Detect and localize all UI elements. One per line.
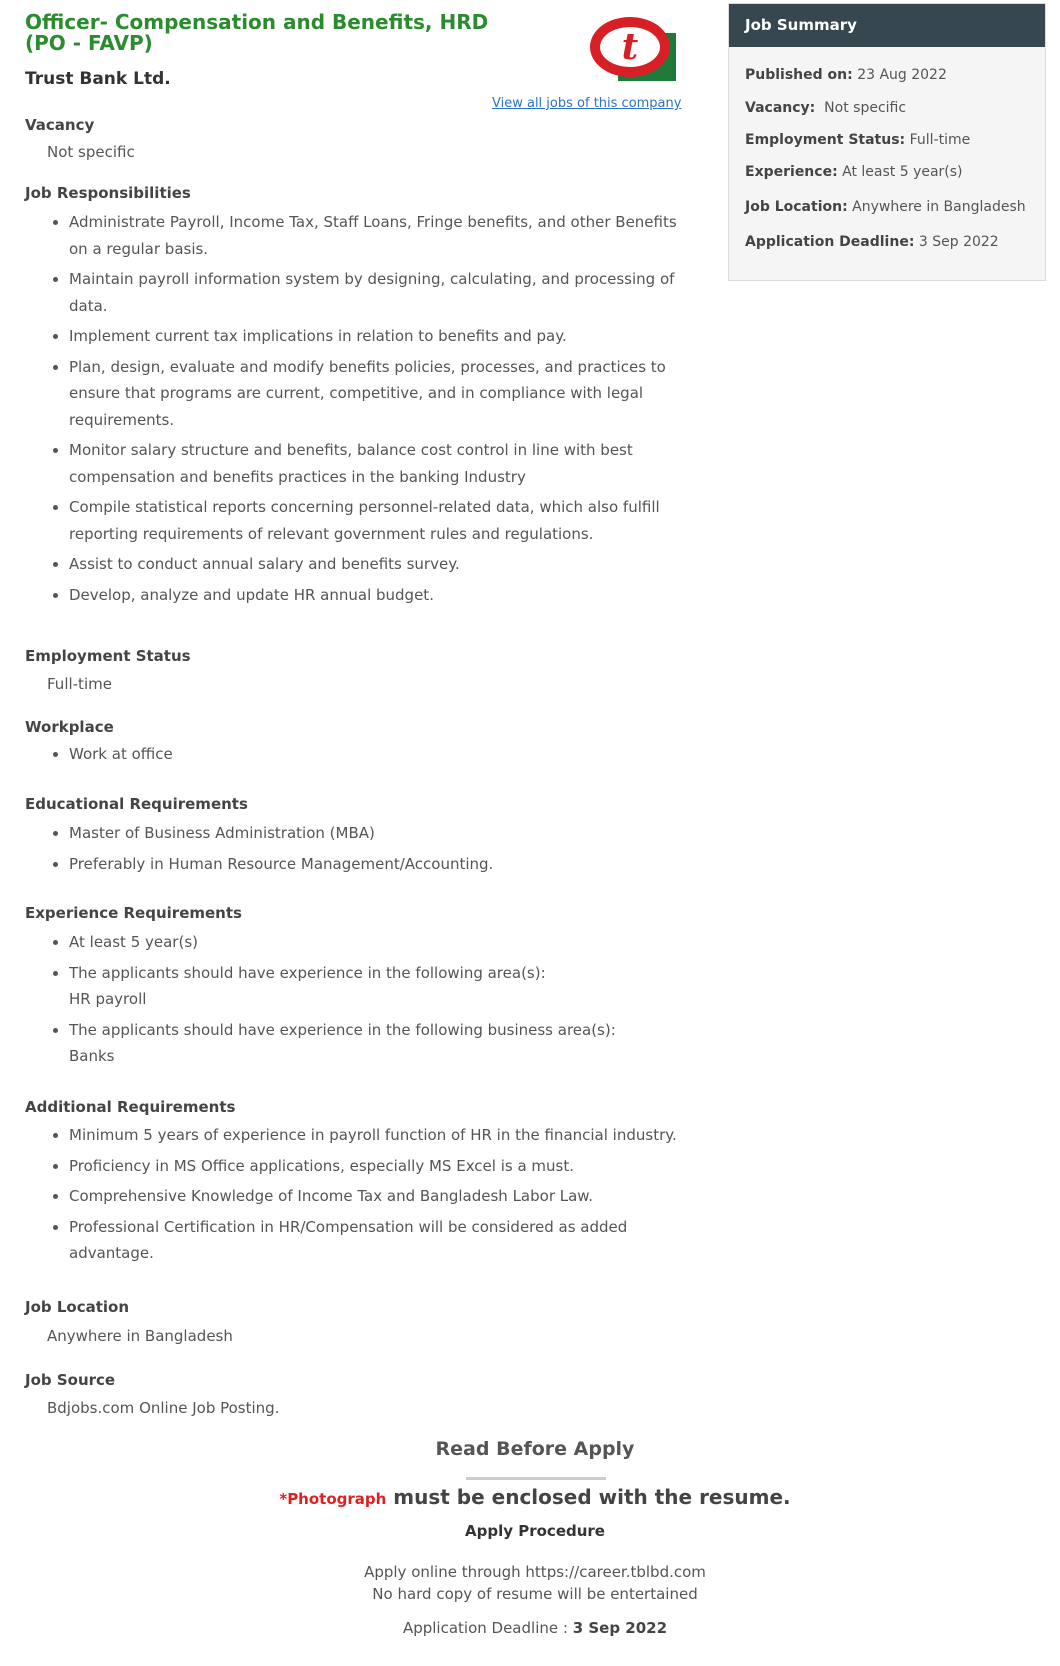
list-item: • Assist to conduct annual salary and benefits survey.	[69, 551, 681, 578]
additional-list	[47, 1122, 681, 1271]
vacancy-value: Not specific	[47, 143, 135, 161]
job-summary-panel	[728, 3, 1046, 281]
education-list	[47, 820, 681, 881]
list-item: • Administrate Payroll, Income Tax, Staff Loans, Fringe benefits, and other Benefits on a regular basis.	[69, 209, 681, 262]
apply-line: Apply online through https://career.tblbd.com	[364, 1563, 706, 1581]
section-title-additional: Additional Requirements	[25, 1098, 236, 1116]
view-all-jobs-link[interactable]: View all jobs of this company	[492, 96, 682, 111]
job-title: Officer- Compensation and Benefits, HRD (PO - FAVP)	[25, 10, 489, 55]
list-item: • Proficiency in MS Office applications, especially MS Excel is a must.	[69, 1153, 681, 1180]
section-title-workplace: Workplace	[25, 718, 114, 736]
experience-list	[47, 929, 681, 1074]
list-item: • Preferably in Human Resource Management/Accounting.	[69, 851, 681, 878]
read-before-apply-title: Read Before Apply	[435, 1438, 635, 1460]
list-item	[69, 1017, 681, 1070]
experience-area: Banks	[69, 1047, 115, 1065]
deadline-label: Application Deadline :	[402, 1619, 573, 1637]
summary-value: Full-time	[909, 132, 971, 148]
list-item: • Master of Business Administration (MBA)	[69, 820, 681, 847]
employment-status-value: Full-time	[47, 675, 112, 693]
list-item: • Comprehensive Knowledge of Income Tax and Bangladesh Labor Law.	[69, 1183, 681, 1210]
experience-line: At least 5 year(s)	[69, 933, 198, 951]
trust-bank-logo-icon	[588, 13, 678, 81]
section-title-vacancy: Vacancy	[25, 116, 95, 134]
summary-vacancy	[745, 100, 906, 116]
company-name: Trust Bank Ltd.	[25, 69, 171, 89]
summary-deadline	[745, 234, 999, 250]
list-item: • Compile statistical reports concerning personnel-related data, which also fulfill reporting requirements of relevant government rules and regulations.	[69, 494, 681, 547]
section-title-education: Educational Requirements	[25, 795, 248, 813]
summary-value: 23 Aug 2022	[857, 67, 947, 83]
responsibilities-list	[47, 209, 681, 612]
section-title-experience: Experience Requirements	[25, 904, 242, 922]
section-title-responsibilities: Job Responsibilities	[25, 184, 191, 202]
summary-label: Application Deadline:	[745, 234, 915, 250]
summary-label: Experience:	[745, 164, 838, 180]
list-item: • Implement current tax implications in relation to benefits and pay.	[69, 323, 681, 350]
summary-label: Employment Status:	[745, 132, 906, 148]
divider	[466, 1477, 606, 1480]
list-item: • Develop, analyze and update HR annual budget.	[69, 582, 681, 609]
photograph-required-label: *Photograph	[279, 1490, 387, 1508]
summary-published	[745, 67, 947, 83]
list-item: • Plan, design, evaluate and modify benefits policies, processes, and practices to ensure that programs are current, competitive, and in compliance with legal requirements.	[69, 354, 681, 434]
apply-procedure-title: Apply Procedure	[465, 1522, 605, 1540]
summary-employment-status	[745, 132, 970, 148]
summary-experience	[745, 164, 963, 180]
list-item	[69, 960, 681, 1013]
summary-value: Not specific	[824, 100, 907, 116]
list-item: • Monitor salary structure and benefits, balance cost control in line with best compensation and benefits practices in the banking Industry	[69, 437, 681, 490]
experience-line: The applicants should have experience in the following area(s):	[69, 963, 546, 982]
list-item: • Professional Certification in HR/Compensation will be considered as added advantage.	[69, 1214, 681, 1267]
apply-line: No hard copy of resume will be entertained	[372, 1585, 698, 1603]
application-deadline	[25, 1619, 1045, 1637]
list-item: • Work at office	[69, 741, 681, 768]
list-item: • Minimum 5 years of experience in payroll function of HR in the financial industry.	[69, 1122, 681, 1149]
section-title-job-location: Job Location	[25, 1298, 130, 1316]
summary-value: Anywhere in Bangladesh	[852, 199, 1026, 215]
summary-label: Job Location:	[745, 199, 848, 215]
experience-line: The applicants should have experience in the following business area(s):	[69, 1020, 616, 1039]
summary-label: Published on:	[745, 67, 853, 83]
job-source-value: Bdjobs.com Online Job Posting.	[47, 1399, 280, 1417]
summary-value: 3 Sep 2022	[918, 234, 999, 250]
summary-value: At least 5 year(s)	[842, 164, 963, 180]
photograph-notice	[25, 1485, 1045, 1509]
list-item: • Maintain payroll information system by designing, calculating, and processing of data.	[69, 266, 681, 319]
deadline-value: 3 Sep 2022	[572, 1619, 668, 1637]
job-location-value: Anywhere in Bangladesh	[47, 1327, 233, 1345]
photograph-notice-text: must be enclosed with the resume.	[386, 1485, 791, 1509]
svg-text:t: t	[621, 26, 639, 68]
job-summary-title: Job Summary	[729, 4, 1045, 47]
workplace-list	[47, 741, 681, 772]
apply-procedure-text	[25, 1561, 1045, 1605]
summary-label: Vacancy:	[745, 100, 816, 116]
list-item	[69, 929, 681, 956]
section-title-job-source: Job Source	[25, 1371, 116, 1389]
summary-job-location	[745, 199, 1026, 215]
experience-area: HR payroll	[69, 990, 147, 1008]
section-title-employment-status: Employment Status	[25, 647, 191, 665]
